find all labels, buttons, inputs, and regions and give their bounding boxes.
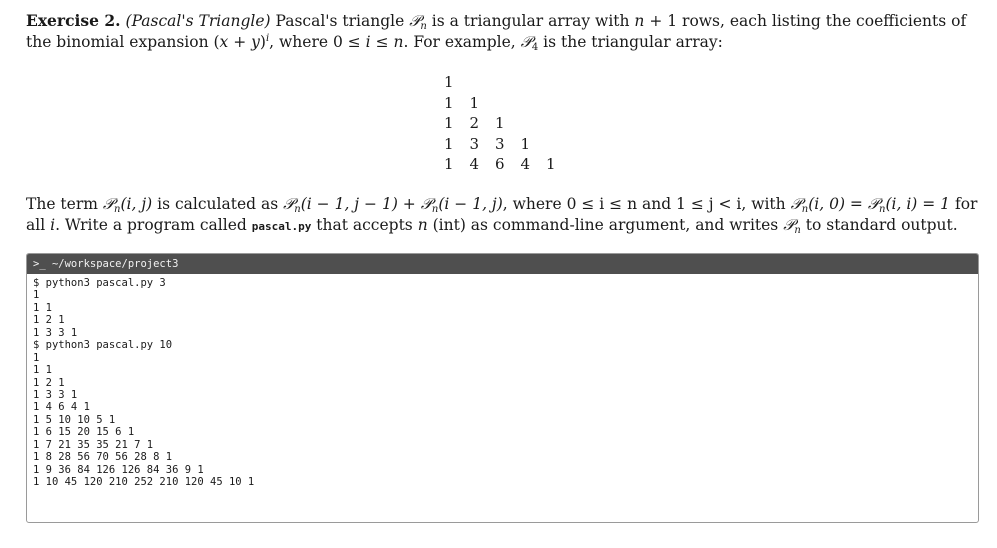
math-plus: + xyxy=(228,33,252,51)
triangle-cell: 1 xyxy=(495,114,505,132)
math-i: i xyxy=(365,33,371,51)
superscript-i: i xyxy=(265,33,270,44)
intro-text-b: is a triangular array with xyxy=(426,12,635,30)
def-text-a: The term xyxy=(26,195,103,213)
intro-text-c: + 1 rows, each listing the coefficients of the binomial expansion ( xyxy=(26,12,967,51)
triangle-cell: 1 xyxy=(520,134,531,153)
program-name: pascal.py xyxy=(251,220,312,233)
terminal-output-line: 1 3 3 1 xyxy=(33,388,78,401)
intro-text-f: is the triangular array: xyxy=(538,33,723,51)
triangle-cell: 3 xyxy=(495,134,505,153)
triangle-row xyxy=(444,154,572,175)
math-n: n xyxy=(634,12,645,30)
terminal-output-line: 1 6 15 20 15 6 1 xyxy=(33,426,135,439)
math-x: x xyxy=(219,33,229,51)
def-rec2-sub: n xyxy=(431,204,439,215)
triangle-cell: 1 xyxy=(444,134,454,153)
def-base1-P: 𝒫 xyxy=(790,195,802,213)
def-text-d: for all xyxy=(26,195,978,234)
terminal-output-line: 1 3 3 1 xyxy=(33,326,78,339)
def-rec2-P: 𝒫 xyxy=(420,195,432,213)
def-text-e: . Write a program called xyxy=(55,216,252,234)
triangle-row xyxy=(444,113,572,134)
def-base1-args: (i, 0) = xyxy=(808,195,868,213)
terminal-window xyxy=(26,253,979,523)
terminal-output-line: 1 7 21 35 35 21 7 1 xyxy=(33,438,154,451)
def-arg-n: n xyxy=(417,216,428,234)
terminal-command-line: $ python3 pascal.py 3 xyxy=(33,277,166,289)
terminal-output-line: 1 2 1 xyxy=(33,376,65,389)
def-base2-P: 𝒫 xyxy=(867,195,880,213)
terminal-output-line: 1 xyxy=(33,289,40,302)
intro-text-a: Pascal's triangle xyxy=(270,12,410,30)
def-text-f: that accepts xyxy=(311,216,418,234)
triangle-cell: 2 xyxy=(469,114,480,132)
def-rec1-sub: n xyxy=(294,204,301,215)
def-out-sub: n xyxy=(794,225,801,236)
def-text-c: , where 0 ≤ i ≤ n and 1 ≤ j < i, with xyxy=(502,195,791,213)
subscript-4: 4 xyxy=(531,42,539,53)
math-le: ≤ xyxy=(370,33,394,51)
math-y: y xyxy=(251,33,260,51)
def-base2-sub: n xyxy=(879,204,886,215)
terminal-output-line: 1 5 10 10 5 1 xyxy=(33,413,116,426)
intro-text-d: , where 0 ≤ xyxy=(269,33,366,51)
triangle-cell: 3 xyxy=(469,134,480,153)
symbol-P: 𝒫 xyxy=(409,12,421,30)
def-base1-sub: n xyxy=(801,204,809,215)
terminal-title-bar: >_ ~/workspace/project3 xyxy=(27,254,978,274)
def-rec1-P: 𝒫 xyxy=(283,195,295,213)
def-out-P: 𝒫 xyxy=(783,216,795,234)
triangle-cell: 1 xyxy=(444,93,454,112)
intro-text-e: . For example, xyxy=(403,33,521,51)
def-term-sub: n xyxy=(114,204,121,215)
terminal-output-line: 1 xyxy=(33,351,40,364)
triangle-cell: 4 xyxy=(469,155,480,173)
triangle-cell: 6 xyxy=(495,155,505,173)
terminal-output-line: 1 10 45 120 210 252 210 120 45 10 1 xyxy=(33,476,255,488)
def-text-g: (int) as command-line argument, and writes xyxy=(427,216,784,234)
terminal-output-line: 1 1 xyxy=(33,364,52,377)
terminal-output-line: 1 9 36 84 126 126 84 36 9 1 xyxy=(33,463,204,476)
math-paren: ) xyxy=(259,33,266,51)
triangle-cell: 4 xyxy=(520,155,531,173)
terminal-output xyxy=(27,274,978,488)
triangle-row xyxy=(444,134,572,155)
def-all-i: i xyxy=(50,216,56,234)
def-base2-args: (i, i) = 1 xyxy=(885,195,951,213)
triangle-cell: 1 xyxy=(444,114,454,132)
math-n2: n xyxy=(393,33,404,51)
terminal-output-line: 1 2 1 xyxy=(33,314,65,327)
terminal-command-line: $ python3 pascal.py 10 xyxy=(33,339,173,352)
terminal-output-line: 1 1 xyxy=(33,301,52,314)
def-term-P: 𝒫 xyxy=(102,195,115,213)
triangle-cell: 1 xyxy=(546,155,556,173)
definition-text xyxy=(26,194,981,237)
terminal-output-line: 1 8 28 56 70 56 28 8 1 xyxy=(33,451,173,464)
symbol-P4: 𝒫 xyxy=(520,33,532,51)
def-text-b: is calculated as xyxy=(152,195,284,213)
def-text-h: to standard output. xyxy=(800,216,958,234)
def-term-args: (i, j) xyxy=(120,195,153,213)
subscript-n: n xyxy=(420,21,427,32)
triangle-cell: 1 xyxy=(469,93,480,112)
exercise-intro xyxy=(26,10,981,53)
def-rec1-args: (i − 1, j − 1) + xyxy=(300,195,421,213)
pascal-triangle-example xyxy=(444,72,572,175)
triangle-row xyxy=(444,72,572,93)
triangle-row xyxy=(444,93,572,114)
exercise-topic: (Pascal's Triangle) xyxy=(125,12,271,30)
def-rec2-args: (i − 1, j) xyxy=(438,195,503,213)
triangle-cell: 1 xyxy=(444,155,454,173)
triangle-cell: 1 xyxy=(444,73,454,91)
terminal-output-line: 1 4 6 4 1 xyxy=(33,401,90,414)
exercise-label: Exercise 2. xyxy=(26,11,121,30)
